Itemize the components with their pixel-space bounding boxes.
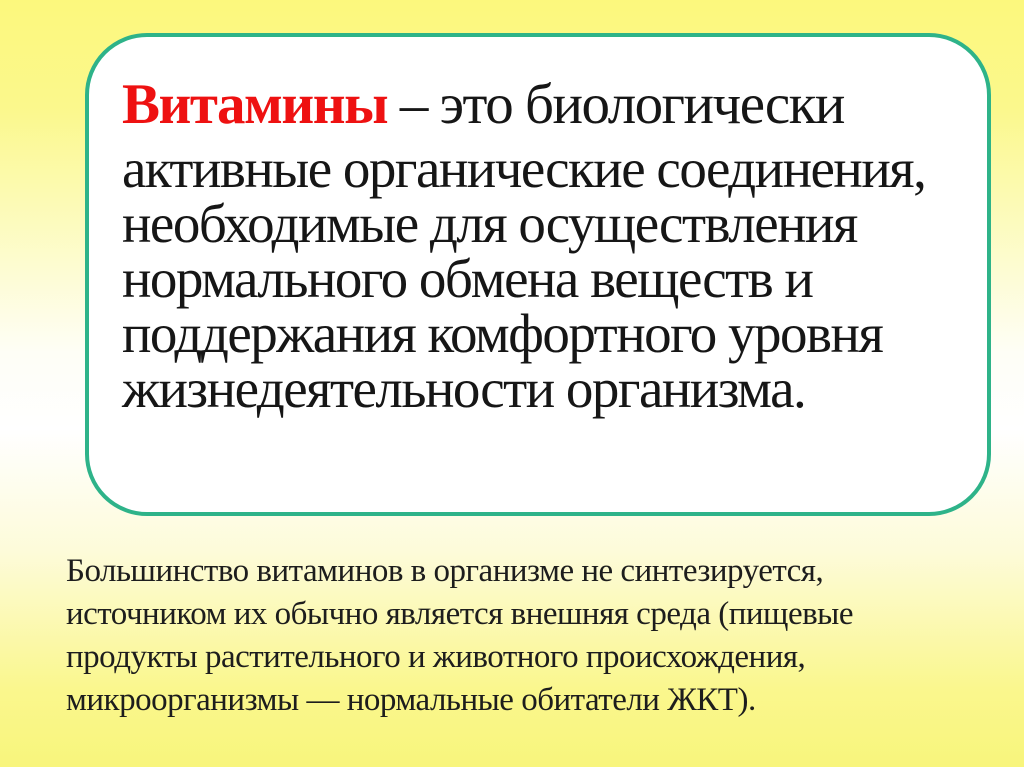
definition-line: нормального обмена веществ и xyxy=(122,248,813,309)
definition-line: необходимые для осуществления xyxy=(122,193,857,254)
definition-box xyxy=(85,33,991,516)
note-line: продукты растительного и животного происхождения, xyxy=(66,639,806,675)
definition-line: поддержания комфортного уровня xyxy=(122,303,883,364)
definition-line: жизнедеятельности организма. xyxy=(122,358,806,419)
definition-line xyxy=(122,73,959,136)
note-paragraph xyxy=(66,550,853,722)
note-line: источником их обычно является внешняя среда (пищевые xyxy=(66,596,853,632)
note-line: микроорганизмы — нормальные обитатели ЖКТ). xyxy=(66,682,756,718)
note-line: Большинство витаминов в организме не синтезируется, xyxy=(66,553,824,589)
definition-term: Витамины xyxy=(122,73,388,136)
definition-line-rest: – это биологически xyxy=(387,73,844,136)
definition-line: активные органические соединения, xyxy=(122,138,926,199)
